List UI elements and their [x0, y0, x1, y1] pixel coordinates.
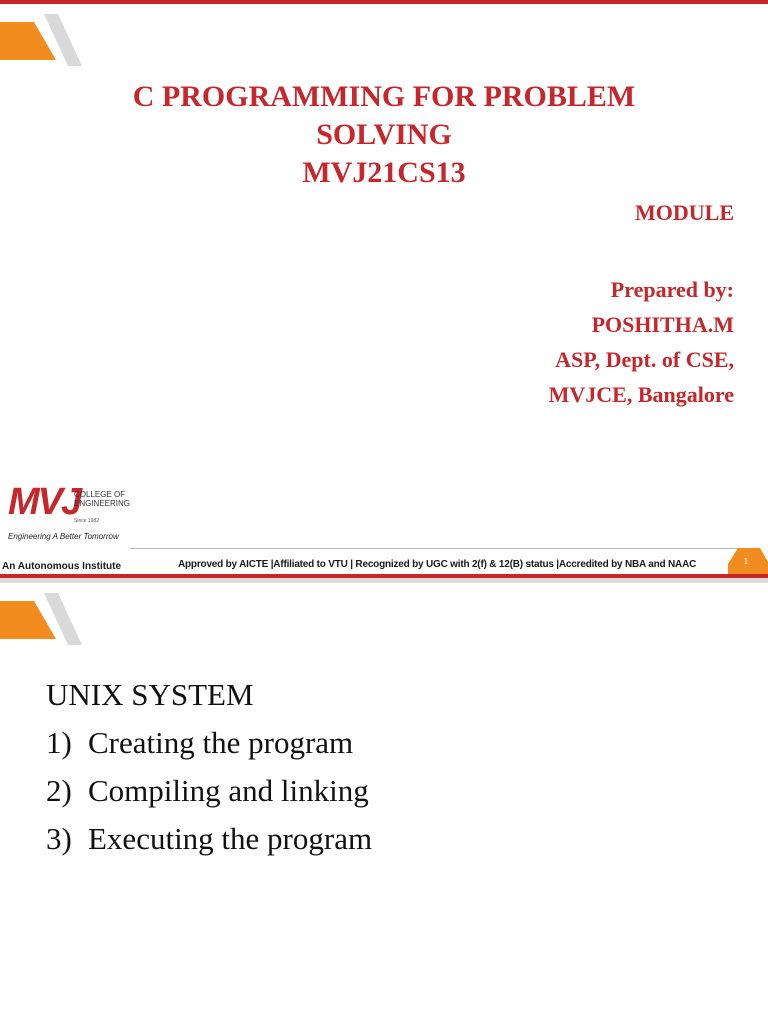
title-line-1: C PROGRAMMING FOR PROBLEM — [132, 80, 636, 113]
footer-accreditation-text: Approved by AICTE |Affiliated to VTU | Recognized by UGC with 2(f) & 12(B) status |Accredited by NBA and NAAC — [178, 559, 697, 570]
list-item-text: Compiling and linking — [88, 773, 369, 808]
corner-decoration-icon — [0, 8, 90, 70]
list-item — [46, 767, 372, 815]
prepared-by-block — [549, 272, 734, 412]
slide-title — [0, 78, 768, 192]
title-line-3: MVJ21CS13 — [302, 156, 466, 189]
list-item-number: 3) — [46, 821, 72, 856]
logo-tagline: Engineering A Better Tomorrow — [8, 532, 119, 541]
list-item-number: 2) — [46, 773, 72, 808]
corner-decoration-icon — [0, 591, 90, 653]
footer-rule — [130, 548, 740, 549]
page-number: 1 — [743, 557, 749, 566]
slide-2-heading: UNIX SYSTEM — [46, 677, 254, 712]
logo-college-line-2: ENGINEERING — [74, 499, 131, 508]
module-label: MODULE — [635, 200, 734, 225]
title-line-2: SOLVING — [316, 118, 452, 151]
author-position: ASP, Dept. of CSE, — [555, 347, 734, 372]
author-institution: MVJCE, Bangalore — [548, 382, 734, 407]
slide-2-content — [46, 671, 372, 863]
footer-autonomous-label: An Autonomous Institute — [2, 561, 122, 572]
logo-mark: MVJ — [8, 481, 81, 523]
top-accent-line — [0, 0, 768, 4]
logo-since: Since 1982 — [74, 518, 100, 524]
logo-college-line-1: COLLEGE OF — [74, 490, 126, 499]
slide-2 — [0, 583, 768, 1024]
list-item-text: Creating the program — [88, 725, 354, 760]
logo-college-name — [74, 490, 130, 508]
author-name: POSHITHA.M — [591, 312, 734, 337]
list-item — [46, 719, 372, 767]
college-logo — [8, 480, 133, 550]
list-item-text: Executing the program — [88, 821, 373, 856]
list-item-number: 1) — [46, 725, 72, 760]
prepared-by-heading: Prepared by: — [610, 277, 734, 302]
list-item — [46, 815, 372, 863]
